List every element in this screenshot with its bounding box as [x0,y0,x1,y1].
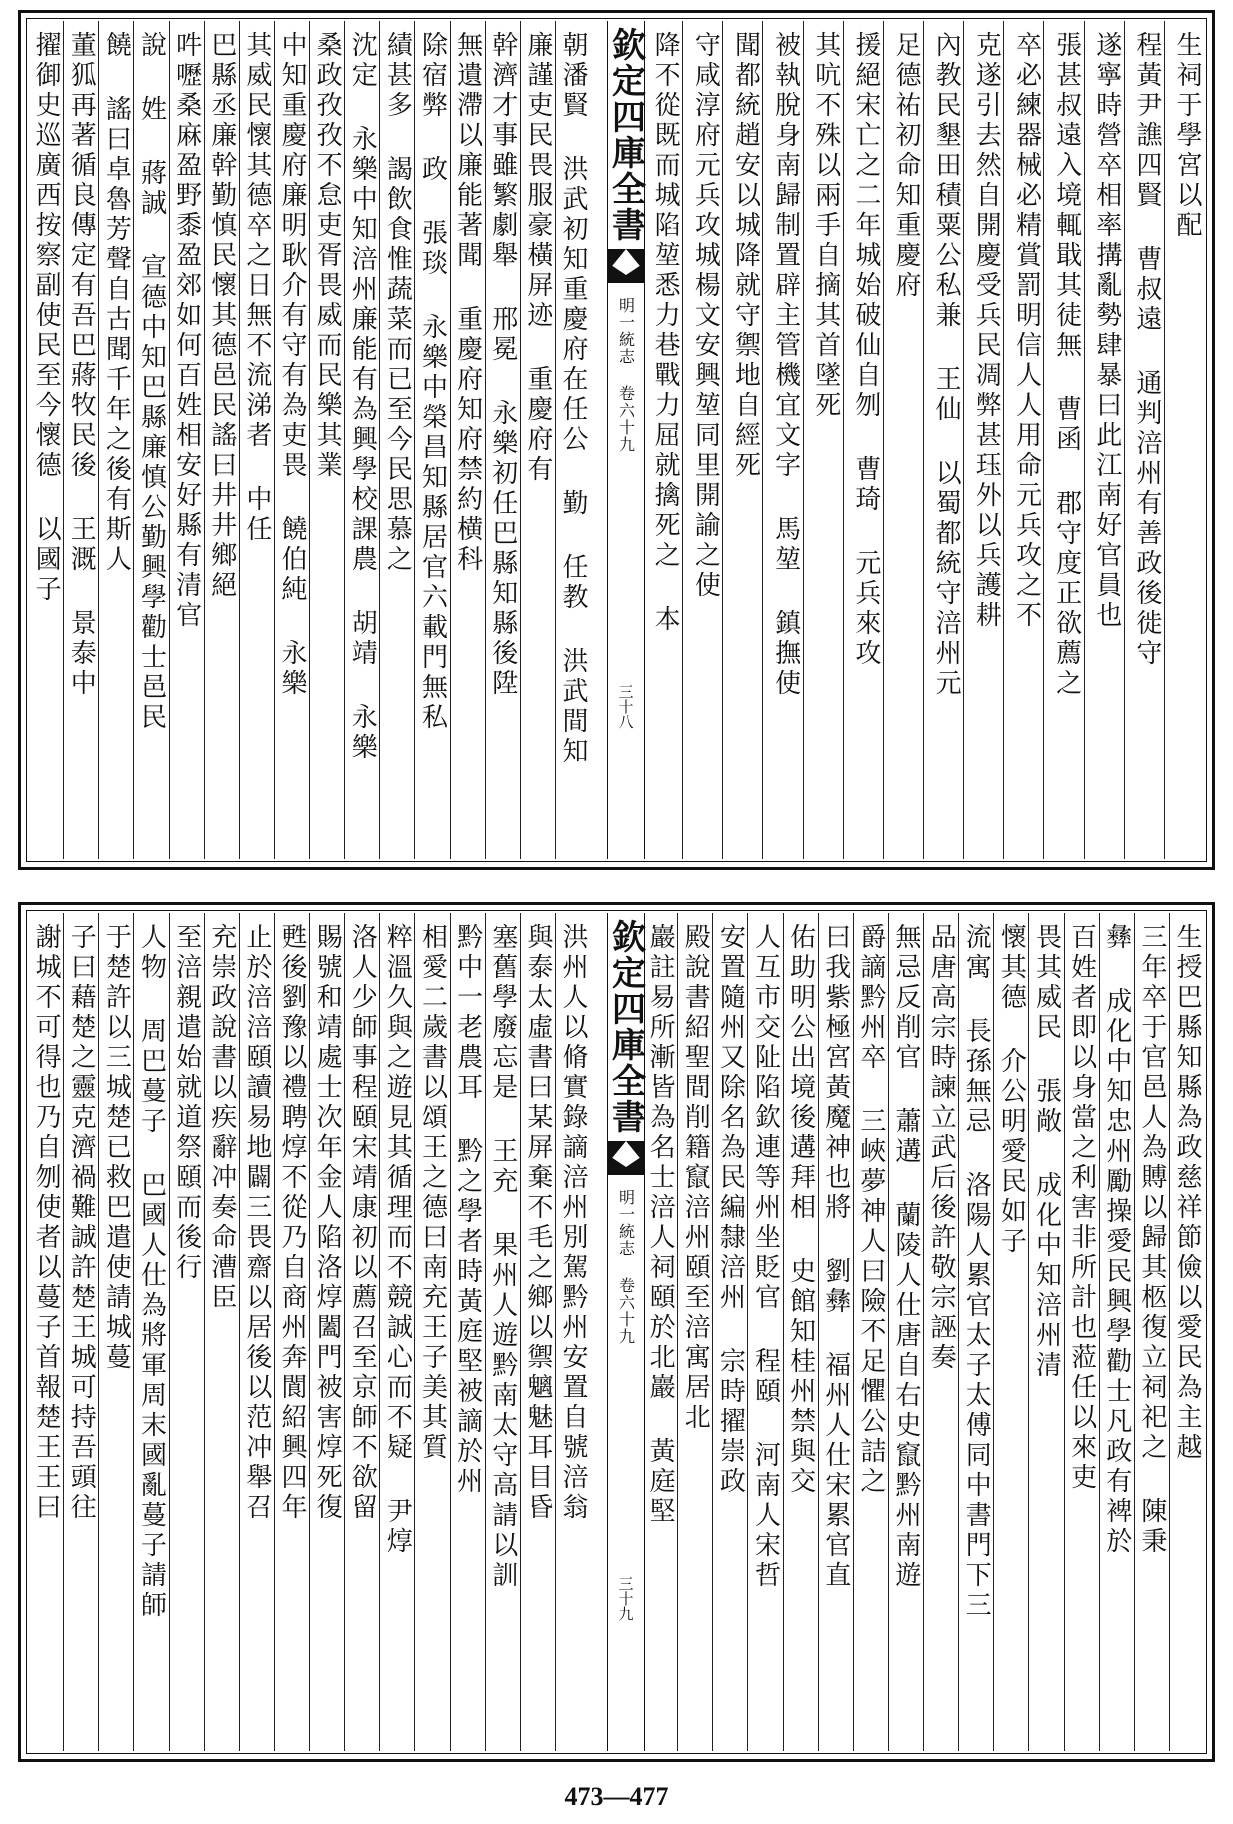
leaf-number: 三十八 [616,684,635,729]
text-column: 人物 周巴蔓子 巴國人仕為將軍周末國亂蔓子請師 [133,913,168,1751]
book-title: 欽定四庫全書 [605,919,646,1135]
text-column: 足德祐初命知重慶府 [883,21,923,859]
text-column: 降不從既而城陷堃悉力巷戰力屈就擒死之 本 [650,31,681,635]
text-column: 相愛二歲書以頌王之德曰南充王子美其質 [414,913,449,1751]
text-column: 粹溫久與之遊見其循理而不競誠心而不疑 尹焞 [379,913,414,1751]
text-column: 佑助明公出境後遘拜相 史館知桂州禁與交 [783,913,818,1751]
text-column: 謝城不可得也乃自刎使者以蔓子首報楚王王曰 [31,923,62,1523]
fishtail-mark [608,1141,644,1181]
text-column: 說 姓 蔣誠 宣德中知巴縣廉慎公勤興學勸士邑民 [133,21,168,859]
left-half [29,21,590,859]
text-column: 程黃尹譙四賢 曹叔遠 通判涪州有善政後徙守 [1124,21,1164,859]
text-column: 生授巴縣知縣為政慈祥節儉以愛民為主越 [1169,913,1204,1751]
text-column: 內教民墾田積粟公私兼 王仙 以蜀都統守涪州元 [923,21,963,859]
text-column: 廉謹吏民畏服豪橫屏迹 重慶府有 [520,21,555,859]
text-column: 人互市交阯陷欽連等州坐貶官 程頤 河南人宋哲 [747,913,782,1751]
text-column: 洛人少師事程頤宋靖康初以薦召至京師不欲留 [344,913,379,1751]
text-column: 安置隨州又除名為民編隸涪州 宗時擢崇政 [712,913,747,1751]
left-half [29,913,590,1751]
volume-label: 明一統志 卷六十九 [616,297,636,453]
text-column: 沈定 永樂中知涪州廉能有為興學校課農 胡靖 永樂 [344,21,379,859]
text-column: 張甚叔遠入境輒戢其徒無 曹函 郡守度正欲薦之 [1043,21,1083,859]
text-column: 流寓 長孫無忌 洛陽人累官太子太傅同中書門下三 [958,913,993,1751]
right-half [643,913,1204,1751]
text-column: 巖註易所漸皆為名士涪人祠頤於北巖 黃庭堅 [645,923,676,1527]
text-column: 品唐高宗時諫立武后後許敬宗誣奏 [923,913,958,1751]
text-column: 除宿弊 政 張琰 永樂中榮昌知縣居官六載門無私 [414,21,449,859]
text-column: 殿說書紹聖間削籍竄涪州頤至涪寓居北 [677,913,712,1751]
text-column: 止於涪涪頤讀易地闢三畏齋以居後以范冲舉召 [239,913,274,1751]
text-column: 于楚許以三城楚已救巴遣使請城蔓 [98,913,133,1751]
text-column: 幹濟才事雖繁劇舉 邢冕 永樂初任巴縣知縣後陞 [485,21,520,859]
text-column: 吽嚦桑麻盈野黍盈郊如何百姓相安好縣有清官 [169,21,204,859]
text-column: 其威民懷其德卒之日無不流涕者 中任 [239,21,274,859]
text-column: 百姓者即以身當之利害非所計也蒞任以來吏 [1064,913,1099,1751]
text-column: 畏其威民 張敞 成化中知涪州清 [1028,913,1063,1751]
text-column: 無忌反削官 蕭遘 蘭陵人仕唐自右史竄黔州南遊 [888,913,923,1751]
text-column: 塞舊學廢忘是 王充 果州人遊黔南太守高請以訓 [485,913,520,1751]
text-column: 爵謫黔州卒 三峽夢神人曰險不足懼公詰之 [853,913,888,1751]
page-center-strip [607,21,645,859]
text-column: 無遺滯以廉能著聞 重慶府知府禁約横科 [450,21,485,859]
text-column: 饒 謠曰卓魯芳聲自古聞千年之後有斯人 [98,21,133,859]
volume-label: 明一統志 卷六十九 [616,1189,636,1345]
text-column: 懷其德 介公明愛民如子 [993,913,1028,1751]
text-column: 被執脫身南歸制置辟主管機宜文字 馬堃 鎮撫使 [762,21,802,859]
text-column: 與泰太虛書曰某屏棄不毛之鄉以禦魑魅耳目昏 [520,913,555,1751]
text-column: 中知重慶府廉明耿介有守有為吏畏 饒伯純 永樂 [274,21,309,859]
text-column: 曰我紫極宮黃魔神也將 劉彝 福州人仕宋累官直 [818,913,853,1751]
text-column: 守咸淳府元兵攻城楊文安興堃同里開諭之使 [682,21,722,859]
text-column: 彝 成化中知忠州勵操愛民興學勸士凡政有裨於 [1099,913,1134,1751]
text-column: 甦後劉豫以禮聘焞不從乃自商州奔閬紹興四年 [274,913,309,1751]
text-column: 洪州人以脩實錄謫涪州別駕黔州安置自號涪翁 [555,913,590,1751]
page-top [18,10,1215,870]
text-column: 桑政孜孜不怠吏胥畏威而民樂其業 [309,21,344,859]
right-half [643,21,1204,859]
text-column: 賜號和靖處士次年金人陷洛焞闔門被害焞死復 [309,913,344,1751]
book-title: 欽定四庫全書 [605,27,646,243]
page-bottom [18,902,1215,1762]
text-column: 聞都統趙安以城降就守禦地自經死 [722,21,762,859]
page-center-strip [607,913,645,1751]
text-column: 董狐再著循良傳定有吾巴蔣牧民後 王溉 景泰中 [63,21,98,859]
text-column: 子曰藉楚之靈克濟禍難誠許楚王城可持吾頭往 [63,913,98,1751]
text-column: 卒必練器械必精賞罰明信人人用命元兵攻之不 [1003,21,1043,859]
text-column: 克遂引去然自開慶受兵民凋弊甚珏外以兵護耕 [963,21,1003,859]
text-column: 至涪親遣始就道祭頤而後行 [169,913,204,1751]
text-column: 黔中一老農耳 黔之學者時黃庭堅被謫於州 [450,913,485,1751]
text-column: 巴縣丞廉幹勤慎民懷其德邑民謠曰井井鄉絕 [204,21,239,859]
text-column: 充崇政說書以疾辭冲奏命漕臣 [204,913,239,1751]
leaf-number: 三十九 [616,1576,635,1621]
fishtail-mark [608,249,644,289]
page-footer-number: 473—477 [564,1782,669,1811]
text-column: 生祠于學宮以配 [1164,21,1204,859]
text-column: 援絕宋亡之二年城始破仙自刎 曹琦 元兵來攻 [843,21,883,859]
text-column: 朝潘賢 洪武初知重慶府在任公 勤 任教 洪武間知 [555,21,590,859]
text-column: 三年卒于官邑人為賻以歸其柩復立祠祀之 陳秉 [1134,913,1169,1751]
text-column: 績甚多 謁飲食惟蔬菜而已至今民思慕之 [379,21,414,859]
text-column: 其吭不殊以兩手自摘其首墜死 [803,21,843,859]
text-column: 擢御史巡廣西按察副使民至今懷德 以國子 [31,31,62,605]
text-column: 遂寧時營卒相率搆亂勢肆暴曰此江南好官員也 [1084,21,1124,859]
